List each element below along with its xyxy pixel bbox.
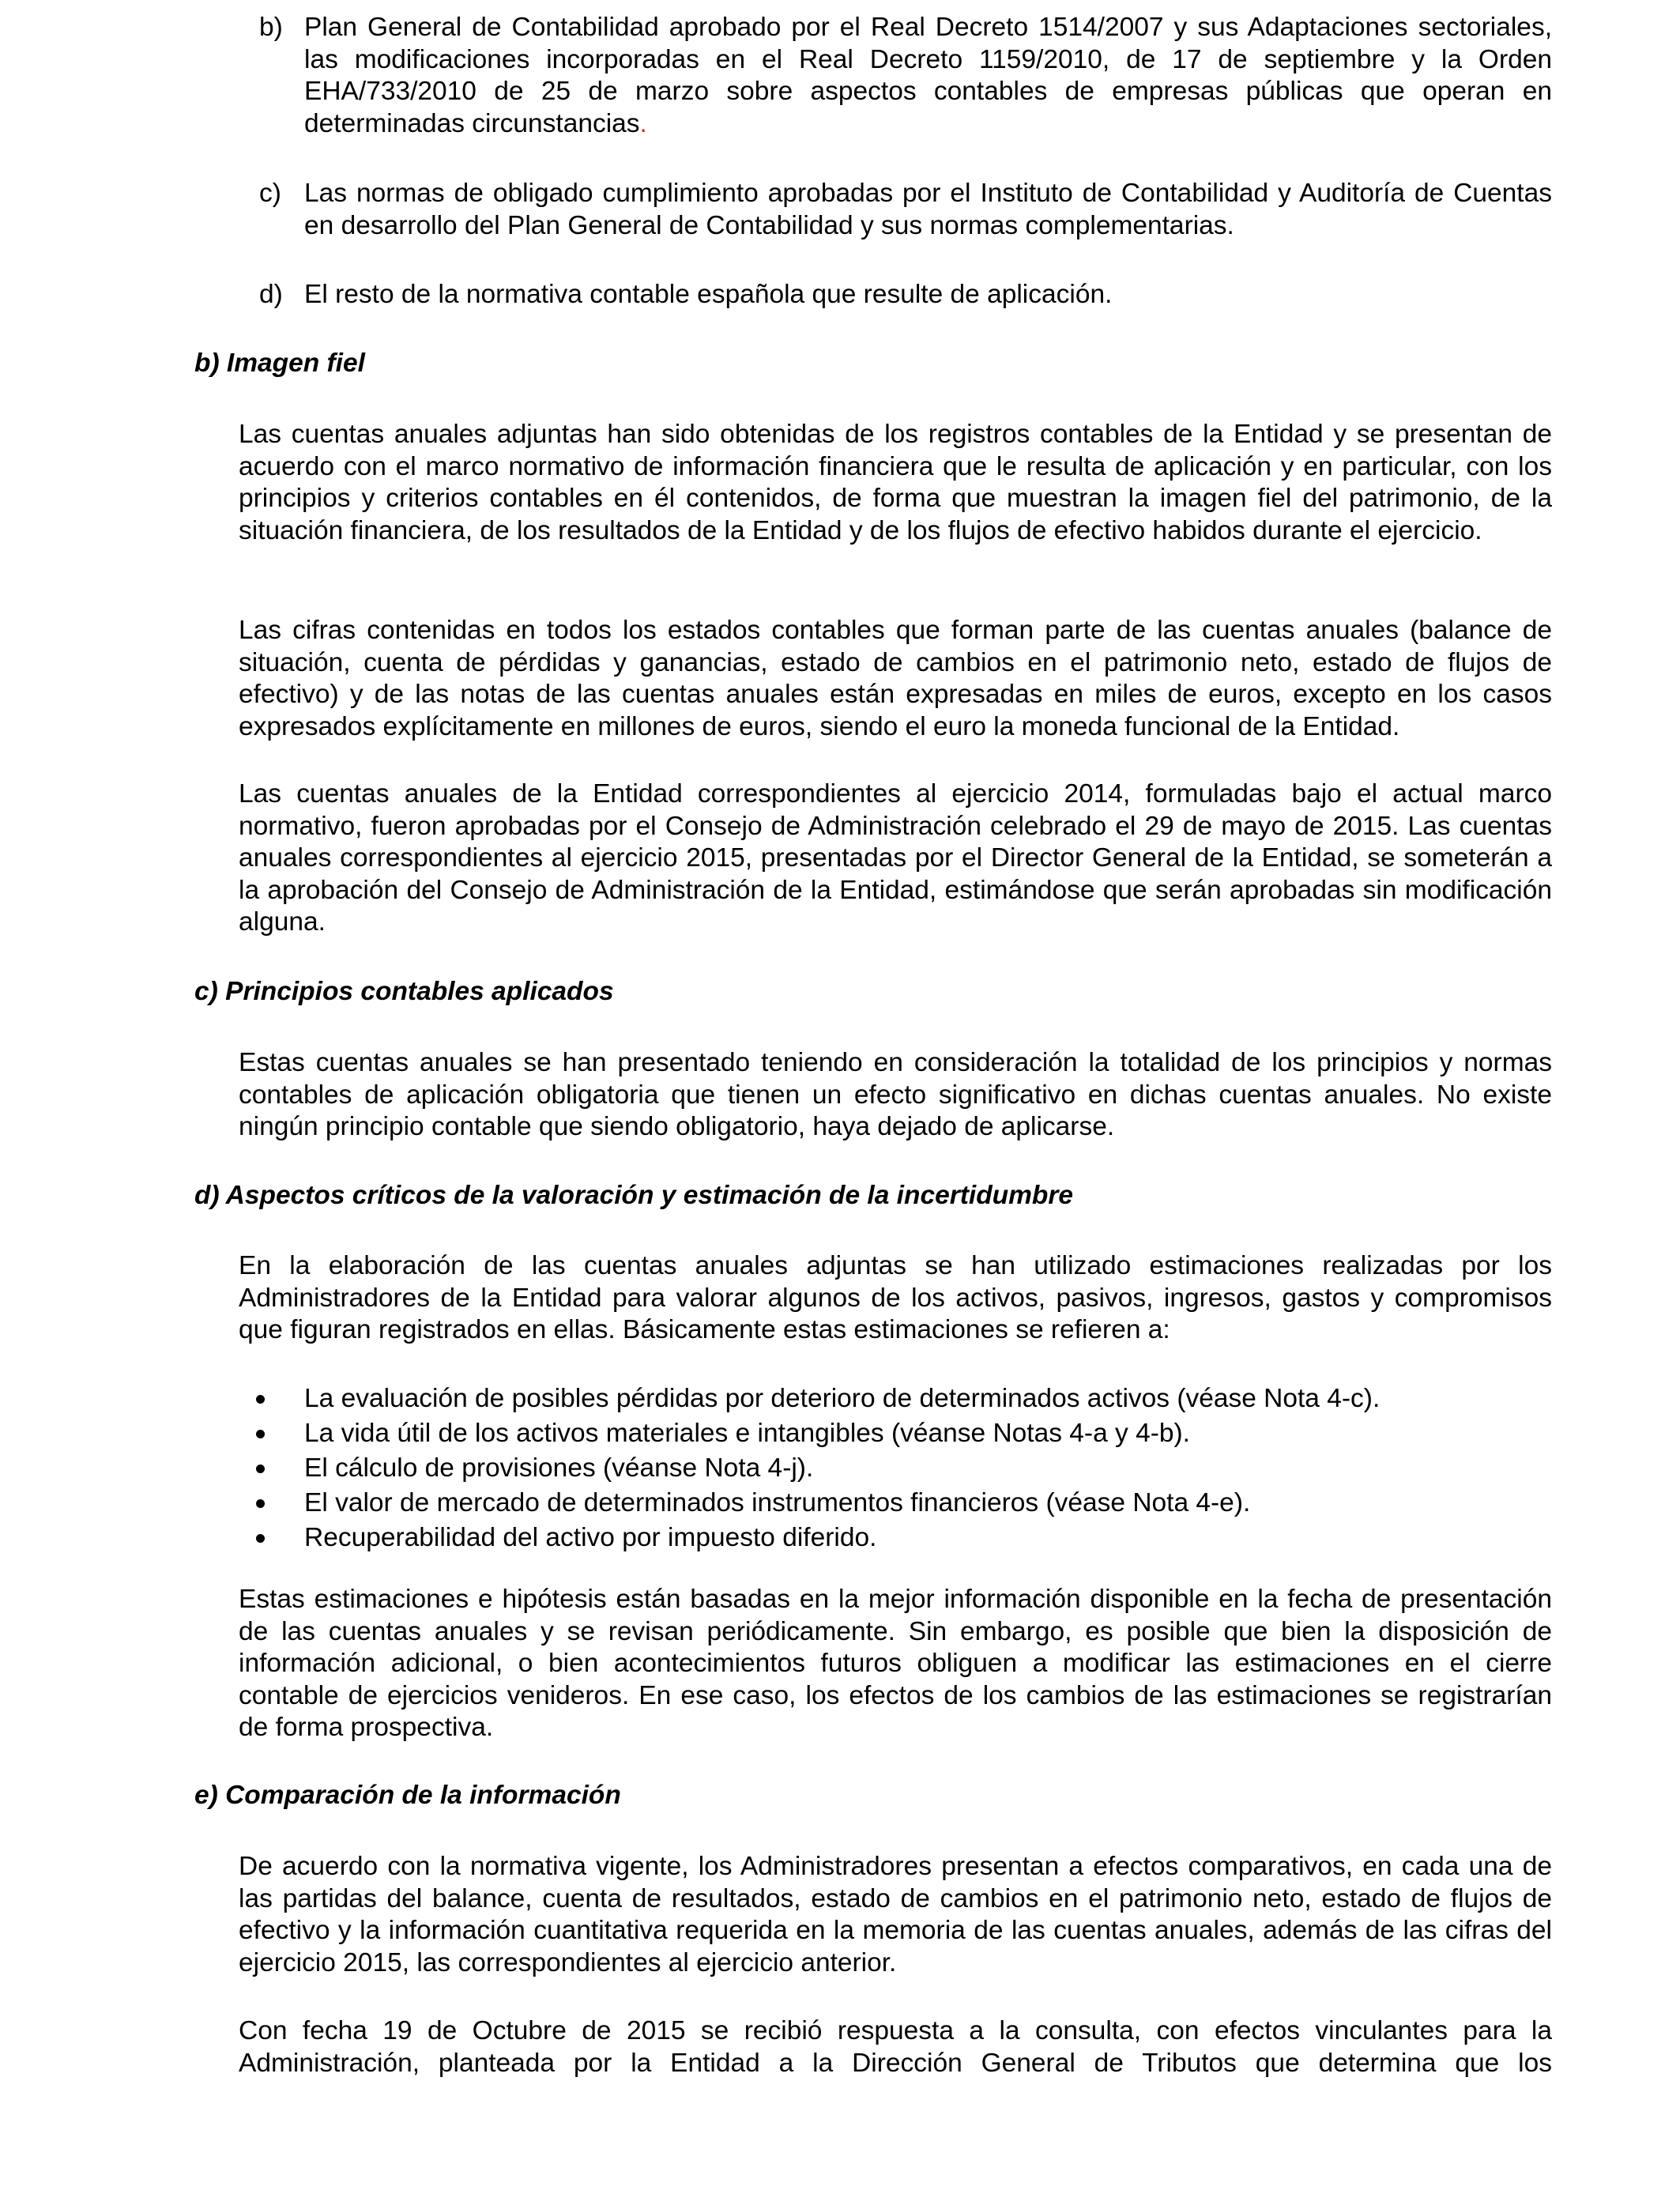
- list-item: [239, 1453, 1552, 1487]
- bullet-icon: [256, 1534, 265, 1543]
- paragraph-comparacion-2: Con fecha 19 de Octubre de 2015 se recibió respuesta a la consulta, con efectos vinculantes para la Administración, planteada por la Entidad a la Dirección General de Tributos que determina que los: [239, 2016, 1552, 2078]
- list-item-text: Recuperabilidad del activo por impuesto diferido.: [304, 1523, 877, 1552]
- enum-letter: b): [259, 13, 283, 42]
- enum-item-d: [259, 279, 1552, 311]
- bullet-icon: [256, 1430, 265, 1438]
- bullet-icon: [256, 1395, 265, 1404]
- enum-trailing-mark: .: [639, 108, 647, 138]
- bullet-icon: [256, 1465, 265, 1473]
- enum-text: [304, 12, 1552, 140]
- section-heading-imagen-fiel: b) Imagen fiel: [194, 349, 365, 378]
- paragraph-imagen-fiel-3: Las cuentas anuales de la Entidad correspondientes al ejercicio 2014, formuladas bajo el actual marco normativo, fueron aprobadas por el Consejo de Administración celebrado el 29 de mayo de 2015. Las cuentas anuales correspondientes al ejercicio 2015, presentadas por el Director General de la Entidad, se someterán a la aprobación del Consejo de Administración de la Entidad, estimándose que serán aprobadas sin modificación alguna.: [239, 779, 1552, 937]
- enum-text-body: Plan General de Contabilidad aprobado por el Real Decreto 1514/2007 y sus Adaptaciones sectoriales, las modificaciones incorporadas en el Real Decreto 1159/2010, de 17 de septiembre y la Orden EHA/733/2010 de 25 de marzo sobre aspectos contables de empresas públicas que operan en determinadas circunstancias: [304, 13, 1552, 138]
- list-item: [239, 1383, 1552, 1418]
- section-heading-principios: c) Principios contables aplicados: [194, 977, 614, 1006]
- enum-text: Las normas de obligado cumplimiento aprobadas por el Instituto de Contabilidad y Auditoría de Cuentas en desarrollo del Plan General de Contabilidad y sus normas complementarias.: [304, 179, 1552, 240]
- bullet-icon: [256, 1499, 265, 1508]
- list-item-text: El valor de mercado de determinados instrumentos financieros (véase Nota 4-e).: [304, 1488, 1251, 1517]
- paragraph-principios-1: Estas cuentas anuales se han presentado teniendo en consideración la totalidad de los principios y normas contables de aplicación obligatoria que tienen un efecto significativo en dichas cuentas anuales. No existe ningún principio contable que siendo obligatorio, haya dejado de aplicarse.: [239, 1048, 1552, 1141]
- list-item-text: La evaluación de posibles pérdidas por deterioro de determinados activos (véase Nota 4-c).: [304, 1384, 1381, 1413]
- enum-text: El resto de la normativa contable española que resulte de aplicación.: [304, 280, 1113, 309]
- list-item: [239, 1418, 1552, 1453]
- section-heading-comparacion: e) Comparación de la información: [194, 1781, 621, 1810]
- enum-item-c: [259, 178, 1552, 242]
- paragraph-aspectos-intro: En la elaboración de las cuentas anuales adjuntas se han utilizado estimaciones realizadas por los Administradores de la Entidad para valorar algunos de los activos, pasivos, ingresos, gastos y compromisos que figuran registrados en ellas. Básicamente estas estimaciones se refieren a:: [239, 1251, 1552, 1344]
- list-item: [239, 1522, 1552, 1557]
- paragraph-imagen-fiel-1: Las cuentas anuales adjuntas han sido obtenidas de los registros contables de la Entidad y se presentan de acuerdo con el marco normativo de información financiera que le resulta de aplicación y en particular, con los principios y criterios contables en él contenidos, de forma que muestran la imagen fiel del patrimonio, de la situación financiera, de los resultados de la Entidad y de los flujos de efectivo habidos durante el ejercicio.: [239, 420, 1552, 545]
- list-item-text: La vida útil de los activos materiales e intangibles (véanse Notas 4-a y 4-b).: [304, 1419, 1190, 1448]
- enum-item-b: [259, 12, 1552, 140]
- paragraph-imagen-fiel-2: Las cifras contenidas en todos los estados contables que forman parte de las cuentas anuales (balance de situación, cuenta de pérdidas y ganancias, estado de cambios en el patrimonio neto, estado de flujos de efectivo) y de las notas de las cuentas anuales están expresadas en miles de euros, excepto en los casos expresados explícitamente en millones de euros, siendo el euro la moneda funcional de la Entidad.: [239, 616, 1552, 741]
- paragraph-comparacion-1: De acuerdo con la normativa vigente, los Administradores presentan a efectos comparativos, en cada una de las partidas del balance, cuenta de resultados, estado de cambios en el patrimonio neto, estado de flujos de efectivo y la información cuantitativa requerida en la memoria de las cuentas anuales, además de las cifras del ejercicio 2015, las correspondientes al ejercicio anterior.: [239, 1852, 1552, 1977]
- paragraph-aspectos-closing: Estas estimaciones e hipótesis están basadas en la mejor información disponible en la fecha de presentación de las cuentas anuales y se revisan periódicamente. Sin embargo, es posible que bien la disposición de información adicional, o bien acontecimientos futuros obliguen a modificar las estimaciones en el cierre contable de ejercicios venideros. En ese caso, los efectos de los cambios de las estimaciones se registrarían de forma prospectiva.: [239, 1585, 1552, 1742]
- section-heading-aspectos-criticos: d) Aspectos críticos de la valoración y estimación de la incertidumbre: [194, 1181, 1074, 1210]
- enum-letter: d): [259, 280, 283, 309]
- enum-letter: c): [259, 179, 281, 208]
- list-item: [239, 1487, 1552, 1522]
- estimations-bullet-list: [239, 1383, 1552, 1557]
- list-item-text: El cálculo de provisiones (véanse Nota 4-j).: [304, 1453, 814, 1483]
